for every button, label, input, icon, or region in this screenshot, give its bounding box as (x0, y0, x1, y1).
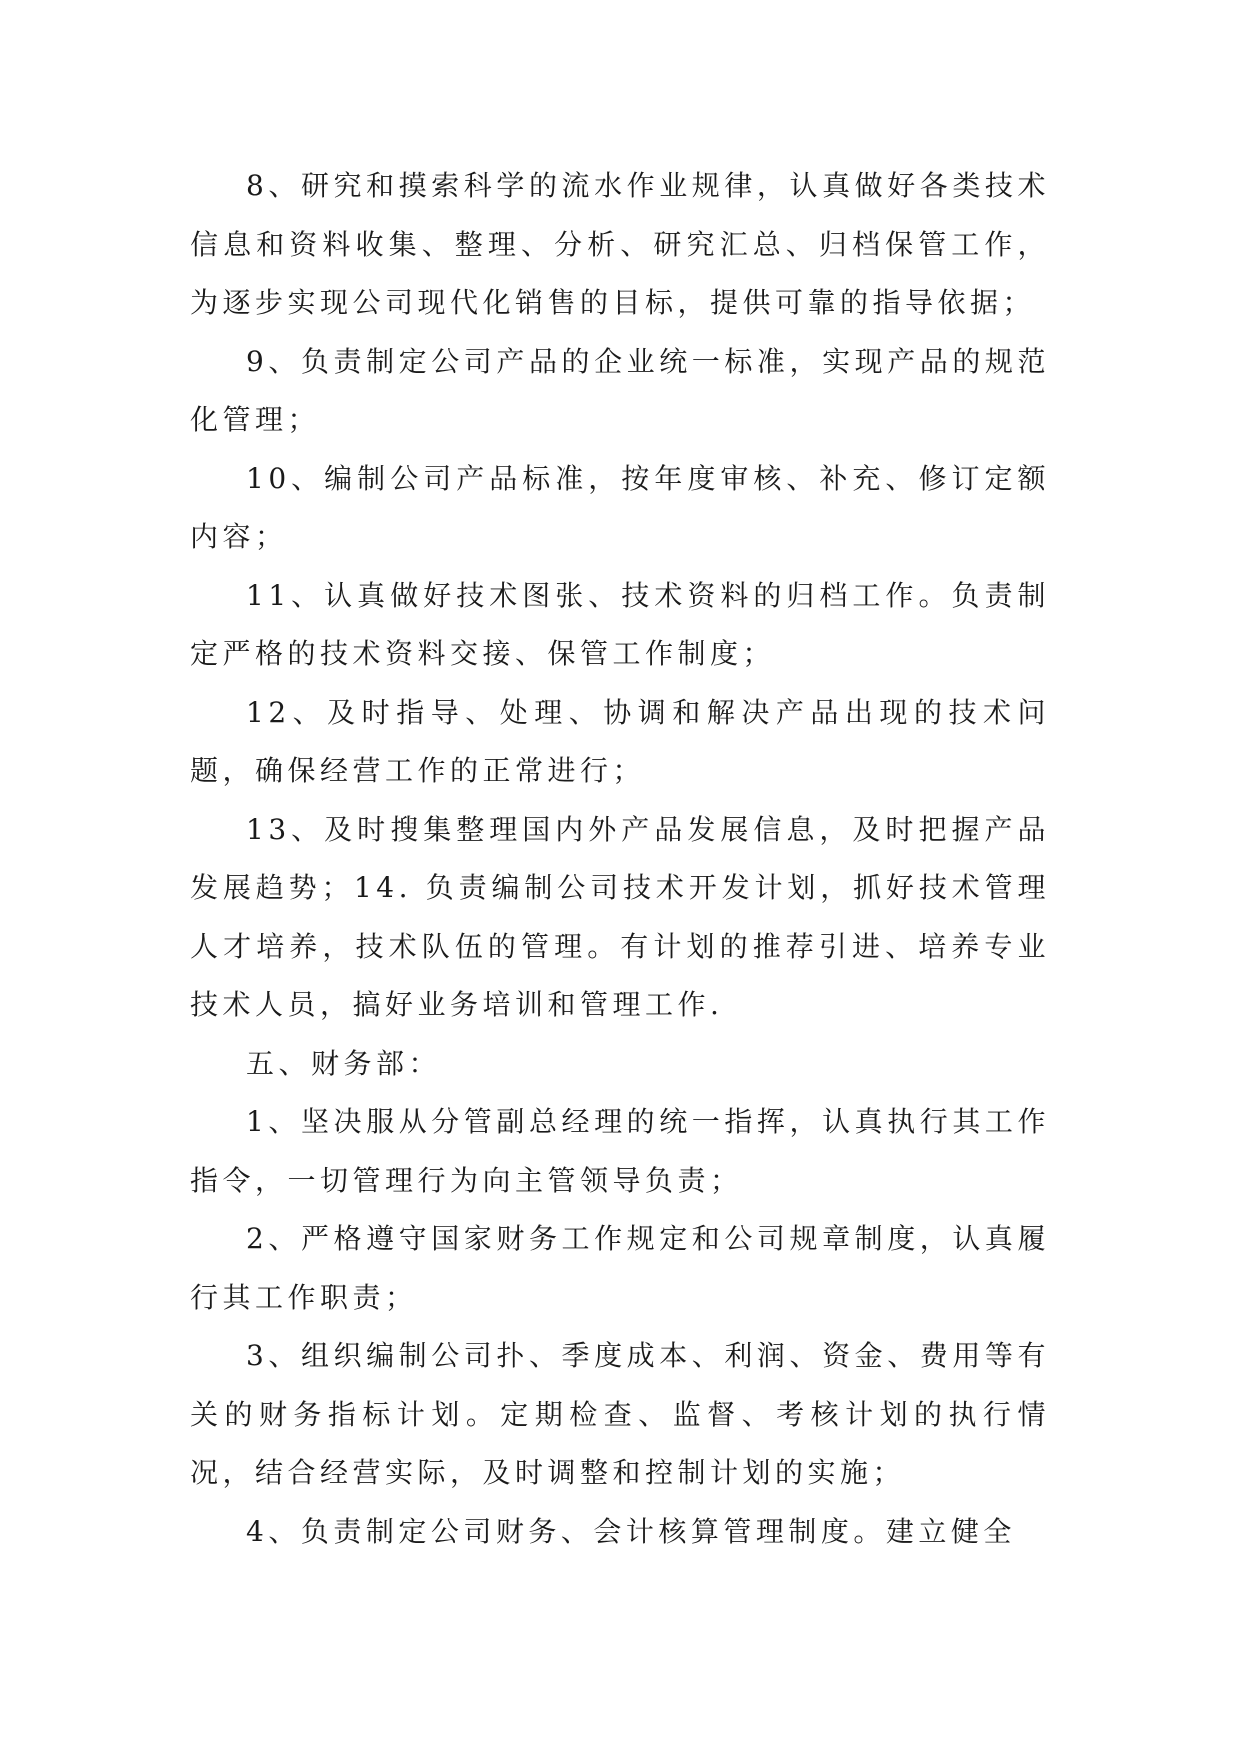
paragraph-finance-4: 4、负责制定公司财务、会计核算管理制度。建立健全 (246, 1514, 1016, 1548)
paragraph-item-8: 8、研究和摸索科学的流水作业规律，认真做好各类技术信息和资料收集、整理、分析、研究汇总、归档保管工作，为逐步实现公司现代化销售的目标，提供可靠的指导依据； (190, 169, 1050, 319)
paragraph-finance-3: 3、组织编制公司扑、季度成本、利润、资金、费用等有关的财务指标计划。定期检查、监督、考核计划的执行情况，结合经营实际，及时调整和控制计划的实施； (190, 1339, 1050, 1489)
paragraph-item-10: 10、编制公司产品标准，按年度审核、补充、修订定额内容； (190, 461, 1050, 553)
paragraph-finance-2: 2、严格遵守国家财务工作规定和公司规章制度，认真履行其工作职责； (190, 1222, 1050, 1314)
paragraph-item-9: 9、负责制定公司产品的企业统一标准，实现产品的规范化管理； (190, 344, 1050, 436)
paragraph-finance-1: 1、坚决服从分管副总经理的统一指挥，认真执行其工作指令，一切管理行为向主管领导负责； (190, 1105, 1050, 1197)
section-heading-finance: 五、财务部： (246, 1046, 442, 1080)
paragraph-item-11: 11、认真做好技术图张、技术资料的归档工作。负责制定严格的技术资料交接、保管工作制度； (190, 578, 1050, 670)
document-body (190, 157, 1050, 1561)
paragraph-item-13-14: 13、及时搜集整理国内外产品发展信息，及时把握产品发展趋势；14. 负责编制公司技术开发计划，抓好技术管理人才培养，技术队伍的管理。有计划的推荐引进、培养专业技术人员，搞好业务培训和管理工作. (190, 812, 1050, 1021)
paragraph-item-12: 12、及时指导、处理、协调和解决产品出现的技术问题，确保经营工作的正常进行； (190, 695, 1050, 787)
